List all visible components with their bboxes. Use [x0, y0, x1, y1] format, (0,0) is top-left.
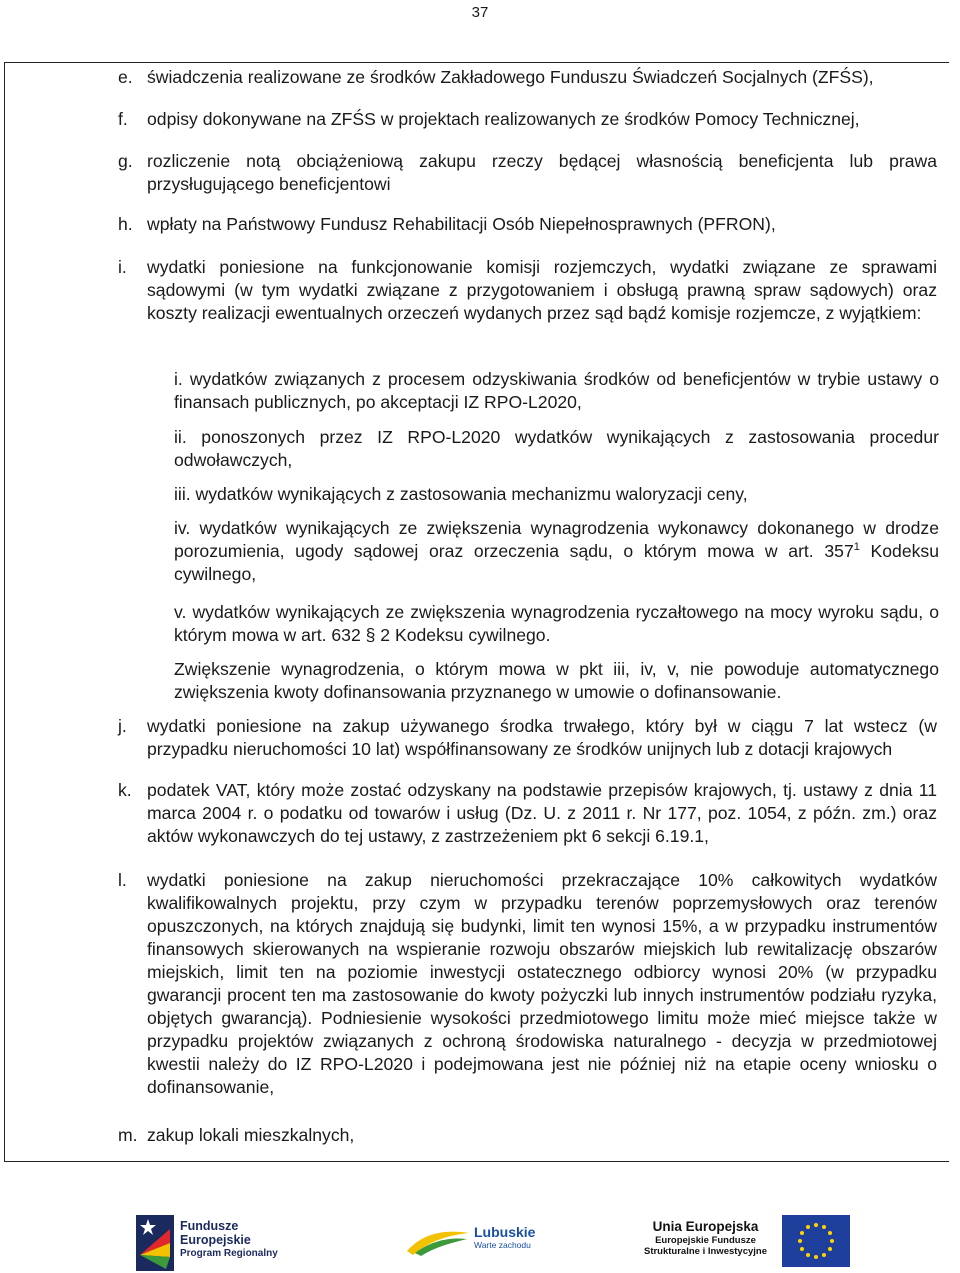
- fe-line-3: Program Regionalny: [180, 1248, 278, 1259]
- lubuskie-line-1: Lubuskie: [474, 1224, 536, 1240]
- unia-europejska-text: [638, 1219, 773, 1257]
- list-item-text: wydatki poniesione na zakup nieruchomości przekraczające 10% całkowitych wydatków kwalifikowalnych projektu, przy czym w przypadku terenów poprzemysłowych oraz terenów opuszczonych, na których znajdują się budynki, limit ten wynosi 15%, a w przypadku instrumentów finansowych skierowanych na wspieranie rozwoju obszarów miejskich lub rewitalizację obszarów miejskich, limit ten na poziomie inwestycji ostatecznego odbiorcy wynosi 20% (w przypadku gwarancji procent ten ma zastosowanie do kwoty pożyczki lub innych instrumentów podziału ryzyka, objętych gwarancją). Podniesienie wysokości przedmiotowego limitu może mieć miejsce także w przypadku projektów związanych z ochroną środowiska naturalnego - decyzja w przedmiotowej kwestii należy do IZ RPO-L2020 i podejmowana jest nie później niż na etapie oceny wniosku o dofinansowanie,: [147, 870, 937, 1097]
- list-item-text: rozliczenie notą obciążeniową zakupu rzeczy będącej własnością beneficjenta lub prawa przysługującego beneficjentowi: [147, 151, 937, 194]
- list-marker: l.: [118, 870, 127, 890]
- sub-item-iv-text-after: Kodeksu cywilnego,: [174, 541, 940, 584]
- fe-line-1: Fundusze: [180, 1219, 239, 1233]
- list-marker: j.: [118, 716, 127, 736]
- page-number: 37: [471, 4, 489, 21]
- lubuskie-swoosh-icon: [405, 1227, 471, 1257]
- footer-logos: [0, 1205, 960, 1273]
- fe-line-2: Europejskie: [180, 1233, 251, 1247]
- sub-item-v: v. wydatków wynikających ze zwiększenia wynagrodzenia ryczałtowego na mocy wyroku sądu, o którym mowa w art. 632 § 2 Kodeksu cywilnego.: [174, 602, 939, 645]
- sub-item-iv-text: iv. wydatków wynikających ze zwiększenia wynagrodzenia wykonawcy dokonanego w drodze porozumienia, ugody sądowej oraz orzeczenia sądu, o którym mowa w art. 357: [174, 518, 939, 561]
- list-item-text: zakup lokali mieszkalnych,: [147, 1125, 355, 1145]
- list-item-text: odpisy dokonywane na ZFŚS w projektach realizowanych ze środków Pomocy Technicznej,: [147, 109, 860, 129]
- list-marker: f.: [118, 109, 128, 129]
- list-item-text: wydatki poniesione na funkcjonowanie komisji rozjemczych, wydatki związane ze sprawami sądowymi (w tym wydatki związane z przygotowaniem i obsługą prawną spraw sądowych) oraz koszty realizacji ewentualnych orzeczeń wydanych przez sąd bądź komisje rozjemcze, z wyjątkiem:: [147, 257, 937, 323]
- fundusze-europejskie-text: [180, 1219, 278, 1261]
- eu-flag-icon: [782, 1215, 850, 1267]
- superscript: 1: [853, 541, 860, 554]
- list-marker: g.: [118, 151, 133, 171]
- ue-line-3: Strukturalne i Inwestycyjne: [643, 1246, 767, 1257]
- fundusze-europejskie-logo-icon: [136, 1215, 174, 1271]
- list-marker: k.: [118, 780, 132, 800]
- list-item-text: wydatki poniesione na zakup używanego środka trwałego, który był w ciągu 7 lat wstecz (w przypadku nieruchomości 10 lat) współfinansowany ze środków unijnych lub z dotacji krajowych: [147, 716, 937, 759]
- ue-line-2: Europejskie Fundusze: [655, 1235, 756, 1246]
- lubuskie-line-2: Warte zachodu: [474, 1240, 531, 1250]
- sub-item-i: i. wydatków związanych z procesem odzyskiwania środków od beneficjentów w trybie ustawy o finansach publicznych, po akceptacji IZ RPO-L2020,: [174, 369, 939, 412]
- list-item-text: podatek VAT, który może zostać odzyskany na podstawie przepisów krajowych, tj. ustawy z dnia 11 marca 2004 r. o podatku od towarów i usług (Dz. U. z 2011 r. Nr 177, poz. 1054, z późn. zm.) oraz aktów wykonawczych do tej ustawy, z zastrzeżeniem pkt 6 sekcji 6.19.1,: [147, 780, 937, 846]
- sub-item-iv: [174, 517, 939, 586]
- note-paragraph: Zwiększenie wynagrodzenia, o którym mowa w pkt iii, iv, v, nie powoduje automatycznego zwiększenia kwoty dofinansowania przyznanego w umowie o dofinansowanie.: [174, 659, 939, 702]
- sub-item-ii: ii. ponoszonych przez IZ RPO-L2020 wydatków wynikających z zastosowania procedur odwoławczych,: [174, 427, 939, 470]
- lubuskie-text: [474, 1225, 535, 1250]
- ue-line-1: Unia Europejska: [652, 1219, 759, 1234]
- list-item-text: wpłaty na Państwowy Fundusz Rehabilitacji Osób Niepełnosprawnych (PFRON),: [147, 214, 776, 234]
- list-item-text: świadczenia realizowane ze środków Zakładowego Funduszu Świadczeń Socjalnych (ZFŚS),: [147, 67, 874, 87]
- list-marker: i.: [118, 257, 127, 277]
- sub-item-iii: iii. wydatków wynikających z zastosowania mechanizmu waloryzacji ceny,: [174, 484, 748, 504]
- list-marker: e.: [118, 67, 133, 87]
- list-marker: m.: [118, 1125, 138, 1145]
- list-marker: h.: [118, 214, 133, 234]
